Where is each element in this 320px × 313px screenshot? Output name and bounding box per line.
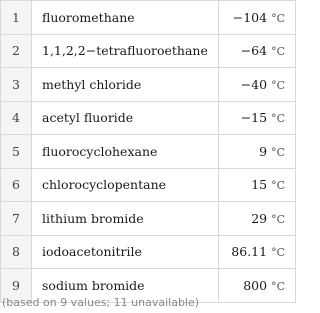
- table-row: [1, 1, 296, 35]
- value-unit: °C: [271, 45, 285, 59]
- table-row: [1, 202, 296, 236]
- compound-name: fluoromethane: [32, 1, 219, 35]
- value-cell: [219, 34, 296, 68]
- value-cell: [219, 68, 296, 102]
- row-index: 3: [1, 68, 32, 102]
- value-number: −104: [232, 9, 268, 25]
- row-index: 9: [1, 269, 32, 303]
- value-cell: [219, 269, 296, 303]
- row-index: 4: [1, 101, 32, 135]
- table-row: [1, 168, 296, 202]
- value-cell: [219, 168, 296, 202]
- value-number: −64: [240, 43, 268, 59]
- compound-name: acetyl fluoride: [32, 101, 219, 135]
- value-unit: °C: [271, 78, 285, 92]
- compound-name: methyl chloride: [32, 68, 219, 102]
- value-number: −40: [240, 76, 268, 92]
- value-cell: [219, 135, 296, 169]
- value-number: 86.11: [231, 244, 268, 260]
- table-row: [1, 235, 296, 269]
- row-index: 5: [1, 135, 32, 169]
- table-row: [1, 135, 296, 169]
- table-row: [1, 68, 296, 102]
- value-cell: [219, 202, 296, 236]
- value-number: −15: [240, 110, 268, 126]
- value-number: 29: [251, 210, 268, 226]
- row-index: 1: [1, 1, 32, 35]
- value-number: 800: [243, 277, 268, 293]
- value-unit: °C: [271, 212, 285, 226]
- compound-name: iodoacetonitrile: [32, 235, 219, 269]
- value-cell: [219, 101, 296, 135]
- compound-name: fluorocyclohexane: [32, 135, 219, 169]
- compound-name: chlorocyclopentane: [32, 168, 219, 202]
- value-unit: °C: [271, 112, 285, 126]
- table-row: [1, 101, 296, 135]
- table-row: [1, 34, 296, 68]
- compound-name: 1,1,2,2−tetrafluoroethane: [32, 34, 219, 68]
- value-unit: °C: [271, 279, 285, 293]
- value-number: 15: [251, 177, 268, 193]
- row-index: 7: [1, 202, 32, 236]
- row-index: 6: [1, 168, 32, 202]
- compound-name: lithium bromide: [32, 202, 219, 236]
- compound-name: sodium bromide: [32, 269, 219, 303]
- row-index: 8: [1, 235, 32, 269]
- row-index: 2: [1, 34, 32, 68]
- value-unit: °C: [271, 246, 285, 260]
- value-unit: °C: [271, 179, 285, 193]
- value-unit: °C: [271, 145, 285, 159]
- value-number: 9: [259, 143, 268, 159]
- footnote: (based on 9 values; 11 unavailable): [2, 296, 200, 309]
- value-cell: [219, 235, 296, 269]
- value-cell: [219, 1, 296, 35]
- value-unit: °C: [271, 11, 285, 25]
